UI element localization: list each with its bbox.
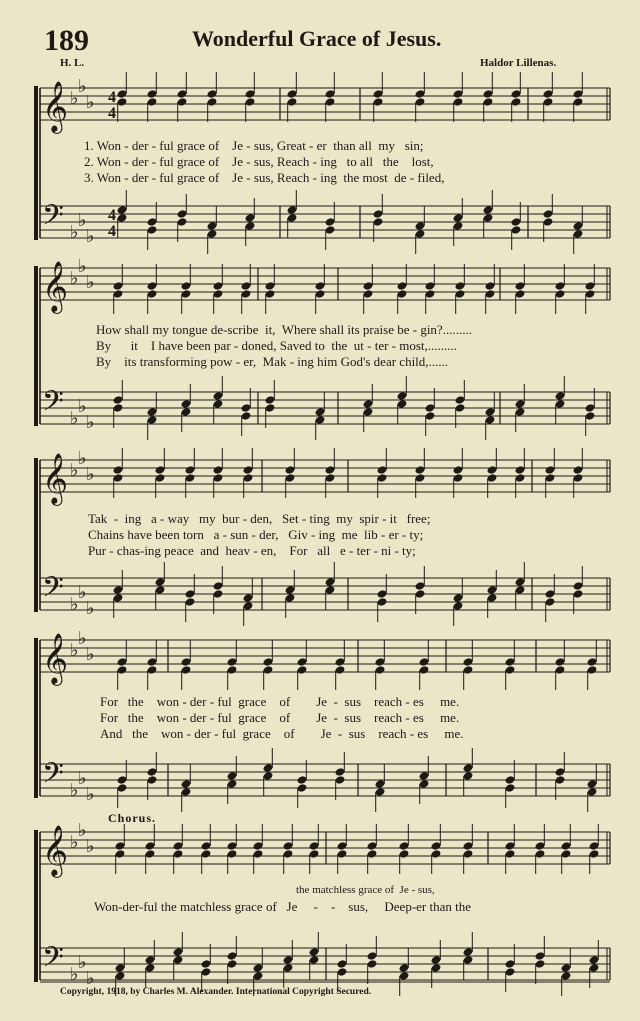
key-flat: ♭ — [78, 210, 87, 231]
treble-clef: 𝄞 — [42, 261, 69, 312]
bass-clef: 𝄢 — [42, 571, 64, 611]
key-flat: ♭ — [70, 268, 79, 289]
time-signature: 4 — [108, 105, 116, 122]
verse-1-line-4: For the won - der - ful grace of Je - sus reach - es me. — [100, 694, 460, 709]
verse-1-line-1: 1. Won - der - ful grace of Je - sus, Great - er than all my sin; — [84, 138, 424, 153]
time-signature: 4 — [108, 207, 116, 224]
bass-clef: 𝄢 — [42, 385, 64, 425]
treble-clef: 𝄞 — [42, 81, 69, 132]
key-flat: ♭ — [86, 598, 95, 619]
key-flat: ♭ — [70, 780, 79, 801]
key-flat: ♭ — [78, 820, 87, 841]
treble-clef: 𝄞 — [42, 633, 69, 684]
key-flat: ♭ — [70, 964, 79, 985]
key-flat: ♭ — [78, 396, 87, 417]
lyricist: H. L. — [60, 57, 85, 69]
key-flat: ♭ — [78, 76, 87, 97]
key-flat: ♭ — [70, 408, 79, 429]
verse-3-line-2: By its transforming pow - er, Mak - ing him God's dear child,...... — [96, 354, 449, 369]
key-flat: ♭ — [78, 952, 87, 973]
key-flat: ♭ — [70, 88, 79, 109]
chorus-alto-line: the matchless grace of Je - sus, — [296, 884, 435, 896]
key-flat: ♭ — [78, 448, 87, 469]
time-signature: 4 — [108, 89, 116, 106]
verse-3-line-1: 3. Won - der - ful grace of Je - sus, Reach - ing the most de - filed, — [84, 170, 445, 185]
verse-3-line-4: And the won - der - ful grace of Je - sus reach - es me. — [100, 726, 464, 741]
verse-3-line-3: Pur - chas-ing peace and heav - en, For all e - ter - ni - ty; — [88, 543, 416, 558]
copyright-notice: Copyright, 1918, by Charles M. Alexander. International Copyright Secured. — [60, 987, 372, 997]
key-flat: ♭ — [86, 92, 95, 113]
verse-2-line-2: By it I have been par - doned, Saved to the ut - ter - most,......... — [96, 338, 458, 353]
verse-2-line-1: 2. Won - der - ful grace of Je - sus, Reach - ing to all the lost, — [84, 154, 434, 169]
key-flat: ♭ — [78, 768, 87, 789]
time-signature: 4 — [108, 223, 116, 240]
chorus-line-1: Won-der-ful the matchless grace of Je - - sus, Deep-er than the — [94, 899, 472, 914]
key-flat: ♭ — [70, 594, 79, 615]
chorus-label: Chorus. — [108, 811, 157, 825]
key-flat: ♭ — [70, 222, 79, 243]
key-flat: ♭ — [86, 784, 95, 805]
key-flat: ♭ — [86, 464, 95, 485]
key-flat: ♭ — [86, 644, 95, 665]
key-flat: ♭ — [78, 628, 87, 649]
key-flat: ♭ — [86, 836, 95, 857]
key-flat: ♭ — [70, 832, 79, 853]
treble-clef: 𝄞 — [42, 825, 69, 876]
verse-1-line-2: How shall my tongue de-scribe it, Where shall its praise be - gin?......... — [96, 322, 472, 337]
key-flat: ♭ — [86, 226, 95, 247]
key-flat: ♭ — [78, 582, 87, 603]
key-flat: ♭ — [70, 460, 79, 481]
hymn-number: 189 — [44, 24, 89, 57]
composer: Haldor Lillenas. — [480, 57, 557, 69]
key-flat: ♭ — [86, 412, 95, 433]
hymn-title: Wonderful Grace of Jesus. — [192, 26, 442, 51]
key-flat: ♭ — [78, 256, 87, 277]
key-flat: ♭ — [70, 640, 79, 661]
treble-clef: 𝄞 — [42, 453, 69, 504]
bass-clef: 𝄢 — [42, 941, 64, 981]
bass-clef: 𝄢 — [42, 757, 64, 797]
bass-clef: 𝄢 — [42, 199, 64, 239]
key-flat: ♭ — [86, 272, 95, 293]
key-flat: ♭ — [86, 968, 95, 989]
verse-2-line-4: For the won - der - ful grace of Je - sus reach - es me. — [100, 710, 460, 725]
verse-1-line-3: Tak - ing a - way my bur - den, Set - ting my spir - it free; — [88, 511, 431, 526]
verse-2-line-3: Chains have been torn a - sun - der, Giv - ing me lib - er - ty; — [88, 527, 424, 542]
